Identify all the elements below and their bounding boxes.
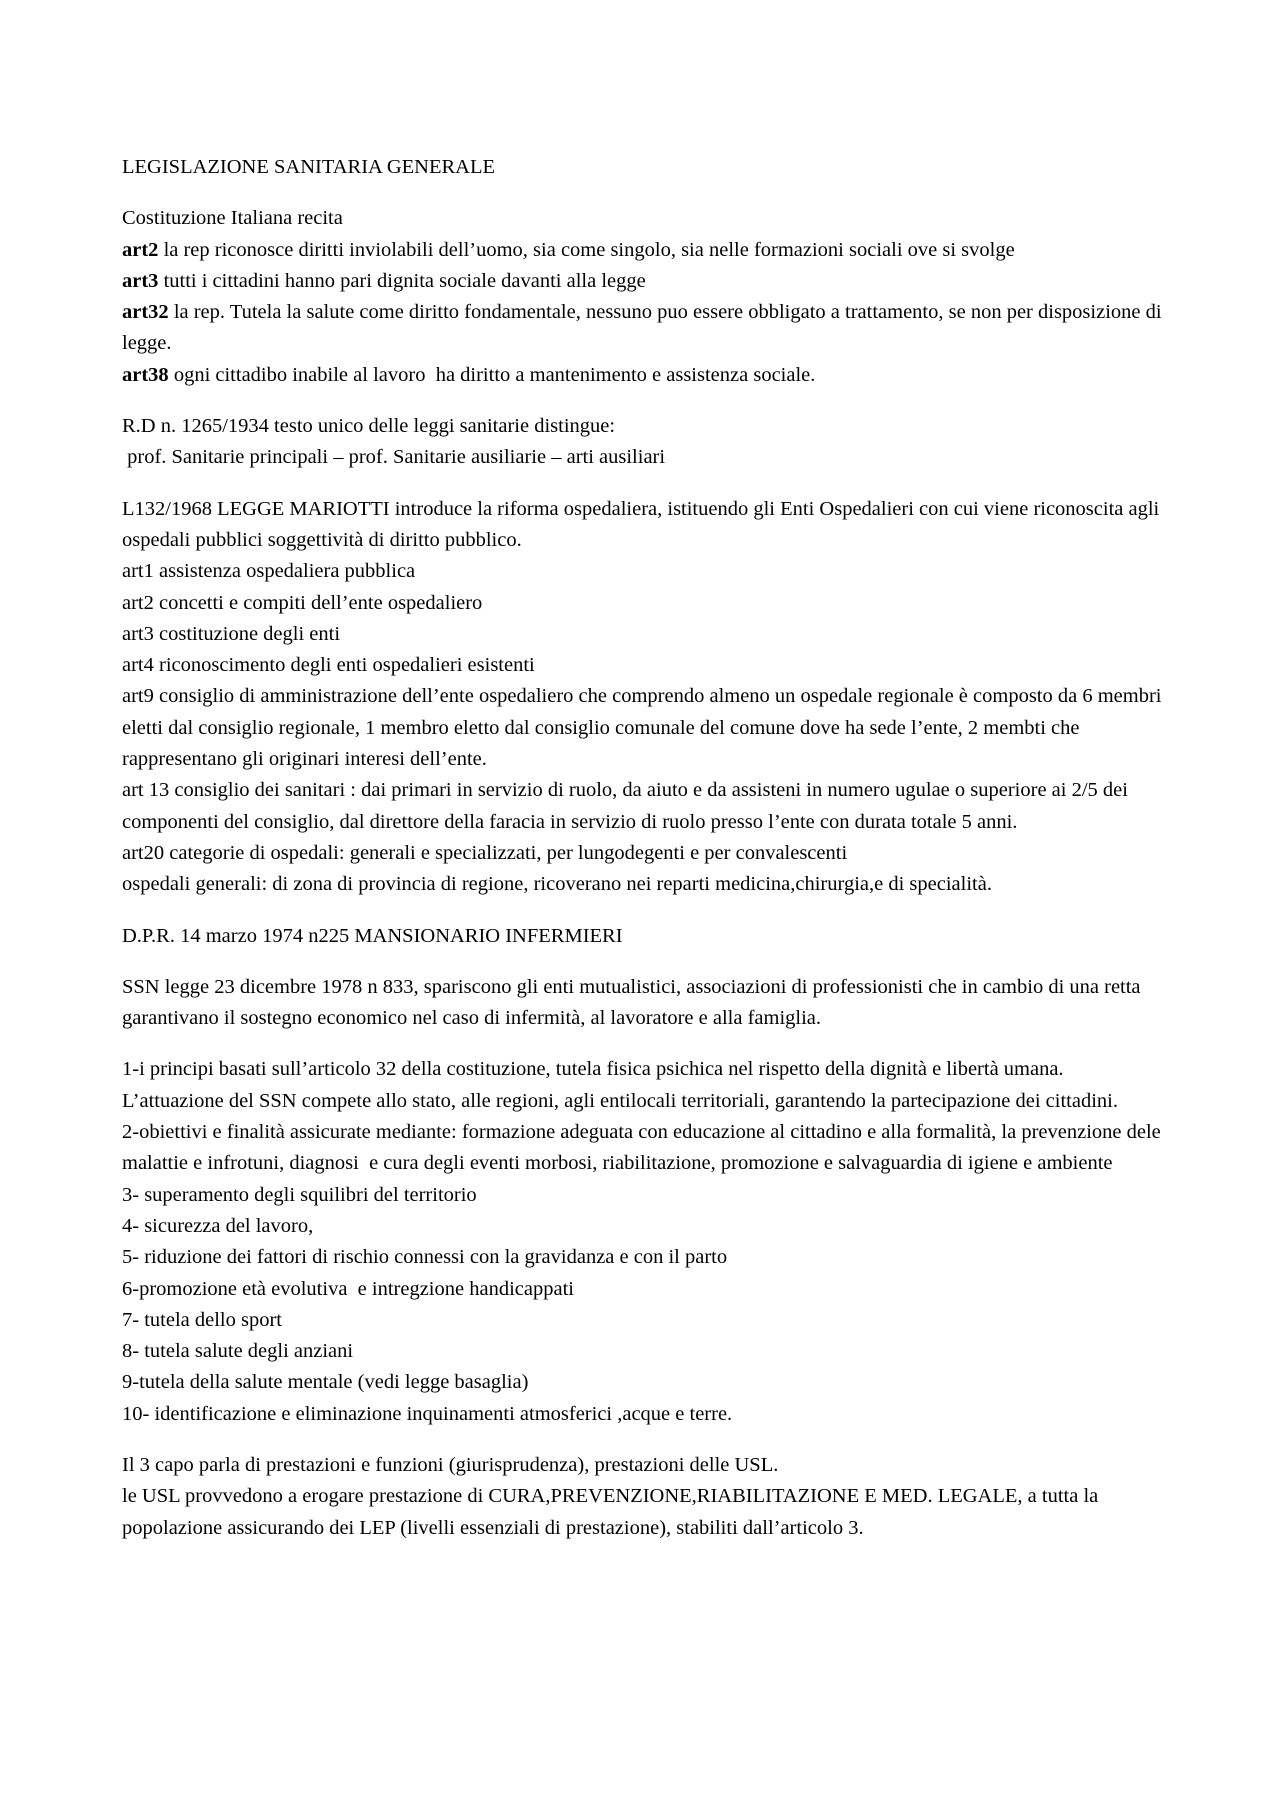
document-title [122, 152, 1167, 183]
mariotti-ospedali-generali: ospedali generali: di zona di provincia di regione, ricoverano nei reparti medicina,chirurgia,e di specialità. [122, 873, 992, 896]
mariotti-art3: art3 costituzione degli enti [122, 622, 341, 645]
principio-6: 6-promozione età evolutiva e intregzione handicappati [122, 1277, 574, 1300]
principio-4: 4- sicurezza del lavoro, [122, 1214, 314, 1237]
article-text: la rep riconosce diritti inviolabili dell’uomo, sia come singolo, sia nelle formazioni sociali ove si svolge [158, 238, 1015, 261]
costituzione-intro: Costituzione Italiana recita [122, 207, 343, 230]
mariotti-art13: art 13 consiglio dei sanitari : dai primari in servizio di ruolo, da aiuto e da assisteni in numero ugulae o superiore ai 2/5 dei componenti del consiglio, dal direttore della faracia in servizio di ruolo presso l’ente con durata totale 5 anni. [122, 779, 1134, 833]
article-label: art3 [122, 269, 159, 292]
document-body [122, 152, 1167, 1564]
title-text: LEGISLAZIONE SANITARIA GENERALE [122, 156, 496, 178]
capo3-section [122, 1450, 1167, 1544]
costituzione-art2 [122, 235, 1167, 266]
dpr1974-section [122, 921, 1167, 952]
costituzione-art3 [122, 266, 1167, 297]
ssn-line: SSN legge 23 dicembre 1978 n 833, spariscono gli enti mutualistici, associazioni di professionisti che in cambio di una retta garantivano il sostegno economico nel caso di infermità, al lavoratore e alla famiglia. [122, 975, 1146, 1030]
principio-1: 1-i principi basati sull’articolo 32 della costituzione, tutela fisica psichica nel rispetto della dignità e libertà umana. L’attuazione del SSN compete allo stato, alle regioni, agli entilocali territoriali, garantendo la partecipazione dei cittadini. [122, 1058, 1118, 1112]
principio-3: 3- superamento degli squilibri del territorio [122, 1183, 477, 1206]
costituzione-art38 [122, 360, 1167, 391]
rd1934-line: R.D n. 1265/1934 testo unico delle leggi sanitarie distingue: [122, 415, 616, 438]
mariotti-art4: art4 riconoscimento degli enti ospedalieri esistenti [122, 654, 535, 677]
mariotti-section [122, 494, 1167, 901]
article-text: la rep. Tutela la salute come diritto fondamentale, nessuno puo essere obbligato a trattamento, se non per disposizione di legge. [122, 301, 1167, 355]
article-text: tutti i cittadini hanno pari dignita sociale davanti alla legge [158, 269, 646, 292]
mariotti-art2: art2 concetti e compiti dell’ente ospedaliero [122, 591, 483, 614]
mariotti-art1: art1 assistenza ospedaliera pubblica [122, 560, 416, 583]
capo3-intro: Il 3 capo parla di prestazioni e funzioni (giurisprudenza), prestazioni delle USL. [122, 1453, 779, 1476]
principio-2: 2-obiettivi e finalità assicurate mediante: formazione adeguata con educazione al cittadino e alla formalità, la prevenzione dele malattie e infrotuni, diagnosi e cura degli eventi morbosi, riabilitazione, promozione e salvaguardia di igiene e ambiente [122, 1121, 1166, 1175]
rd1934-professions: prof. Sanitarie principali – prof. Sanitarie ausiliarie – arti ausiliari [122, 446, 666, 469]
principi-section [122, 1054, 1167, 1430]
ssn-section [122, 972, 1167, 1035]
capo3-usl: le USL provvedono a erogare prestazione di CURA,PREVENZIONE,RIABILITAZIONE E MED. LEGALE, a tutta la popolazione assicurando dei LEP (livelli essenziali di prestazione), stabiliti dall’articolo 3. [122, 1485, 1104, 1539]
mariotti-art20: art20 categorie di ospedali: generali e specializzati, per lungodegenti e per convalescenti [122, 841, 848, 864]
costituzione-section [122, 203, 1167, 391]
principio-8: 8- tutela salute degli anziani [122, 1340, 354, 1363]
principio-9: 9-tutela della salute mentale (vedi legge basaglia) [122, 1371, 529, 1394]
dpr1974-line: D.P.R. 14 marzo 1974 n225 MANSIONARIO INFERMIERI [122, 924, 623, 947]
article-text: ogni cittadibo inabile al lavoro ha diritto a mantenimento e assistenza sociale. [168, 363, 816, 386]
mariotti-intro: L132/1968 LEGGE MARIOTTI introduce la riforma ospedaliera, istituendo gli Enti Ospedalieri con cui viene riconoscita agli ospedali pubblici soggettività di diritto pubblico. [122, 497, 1165, 551]
costituzione-art32 [122, 297, 1167, 360]
principio-5: 5- riduzione dei fattori di rischio connessi con la gravidanza e con il parto [122, 1246, 728, 1269]
mariotti-art9: art9 consiglio di amministrazione dell’ente ospedaliero che comprendo almeno un ospedale regionale è composto da 6 membri eletti dal consiglio regionale, 1 membro eletto dal consiglio comunale del comune dove ha sede l’ente, 2 membti che rappresentano gli originari interesi dell’ente. [122, 685, 1167, 771]
article-label: art2 [122, 238, 159, 261]
principio-10: 10- identificazione e eliminazione inquinamenti atmosferici ,acque e terre. [122, 1402, 733, 1425]
article-label: art38 [122, 363, 169, 386]
principio-7: 7- tutela dello sport [122, 1308, 282, 1331]
rd1934-section [122, 411, 1167, 474]
article-label: art32 [122, 301, 169, 324]
